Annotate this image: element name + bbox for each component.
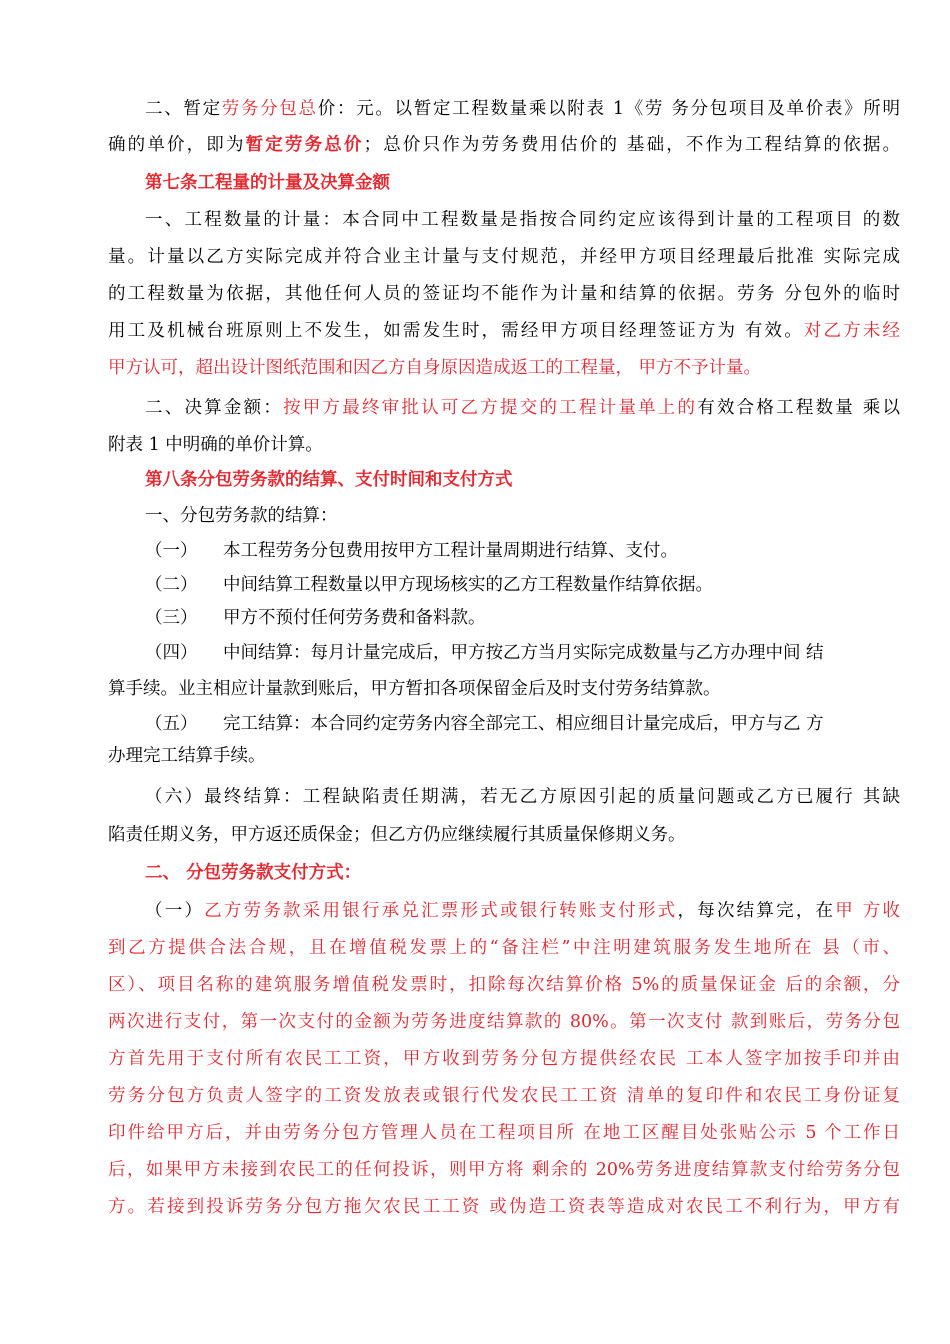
paragraph-line: 一、工程数量的计量：本合同中工程数量是指按合同约定应该得到计量的工程项目 的数 bbox=[145, 210, 900, 230]
list-item: （四） 中间结算：每月计量完成后，甲方按乙方当月实际完成数量与乙方办理中间 结 bbox=[145, 643, 824, 663]
list-item-continuation: 算手续。业主相应计量款到账后，甲方暂扣各项保留金后及时支付劳务结算款。 bbox=[108, 679, 721, 699]
list-item-continuation: 陷责任期义务，甲方返还质保金；但乙方仍应继续履行其质量保修期义务。 bbox=[108, 825, 686, 845]
paragraph-line: 到乙方提供合法合规，且在增值税发票上的“备注栏”中注明建筑服务发生地所在 县（市、 bbox=[108, 938, 900, 958]
paragraph-line: 二、决算金额：按甲方最终审批认可乙方提交的工程计量单上的有效合格工程数量 乘以 bbox=[145, 398, 900, 418]
paragraph-line: 确的单价，即为暂定劳务总价；总价只作为劳务费用估价的 基础，不作为工程结算的依据。 bbox=[108, 135, 900, 155]
paragraph-line: （一）乙方劳务款采用银行承兑汇票形式或银行转账支付形式，每次结算完，在甲 方收 bbox=[145, 901, 900, 921]
list-item: （五） 完工结算：本合同约定劳务内容全部完工、相应细目计量完成后，甲方与乙 方 bbox=[145, 714, 824, 734]
paragraph-line: 两次进行支付，第一次支付的金额为劳务进度结算款的 80%。第一次支付 款到账后，劳务分包 bbox=[108, 1012, 900, 1032]
paragraph-line: 用工及机械台班原则上不发生，如需发生时，需经甲方项目经理签证方为 有效。对乙方未经 bbox=[108, 321, 900, 341]
paragraph-line: 劳务分包方负责人签字的工资发放表或银行代发农民工工资 清单的复印件和农民工身份证复 bbox=[108, 1086, 900, 1106]
paragraph-line: 后，如果甲方未接到农民工的任何投诉，则甲方将 剩余的 20%劳务进度结算款支付给劳务分包 bbox=[108, 1160, 900, 1180]
paragraph-line: 印件给甲方后，并由劳务分包方管理人员在工程项目所 在地工区醒目处张贴公示 5 个工作日 bbox=[108, 1123, 900, 1143]
paragraph-line: 方。若接到投诉劳务分包方拖欠农民工工资 或伪造工资表等造成对农民工不利行为，甲方有 bbox=[108, 1197, 900, 1217]
subheading: 一、分包劳务款的结算： bbox=[145, 506, 338, 526]
list-item-continuation: 办理完工结算手续。 bbox=[108, 746, 266, 766]
list-item: （三） 甲方不预付任何劳务费和备料款。 bbox=[145, 608, 486, 628]
subheading: 二、 分包劳务款支付方式： bbox=[145, 863, 362, 883]
paragraph-line: 甲方认可，超出设计图纸范围和因乙方自身原因造成返工的工程量， 甲方不予计量。 bbox=[108, 358, 762, 378]
paragraph-line: 区）、项目名称的建筑服务增值税发票时，扣除每次结算价格 5%的质量保证金 后的余额，分 bbox=[108, 975, 900, 995]
list-item: （一） 本工程劳务分包费用按甲方工程计量周期进行结算、支付。 bbox=[145, 541, 678, 561]
paragraph-line: 附表 1 中明确的单价计算。 bbox=[108, 435, 323, 455]
paragraph-line: 二、暂定劳务分包总价：元。以暂定工程数量乘以附表 1《劳 务分包项目及单价表》所明 bbox=[145, 99, 900, 119]
paragraph-line: 的工程数量为依据，其他任何人员的签证均不能作为计量和结算的依据。劳务 分包外的临时 bbox=[108, 284, 900, 304]
list-item: （二） 中间结算工程数量以甲方现场核实的乙方工程数量作结算依据。 bbox=[145, 575, 713, 595]
article-7-heading: 第七条工程量的计量及决算金额 bbox=[145, 173, 390, 193]
paragraph-line: 方首先用于支付所有农民工工资，甲方收到劳务分包方提供经农民 工本人签字加按手印并由 bbox=[108, 1049, 900, 1069]
paragraph-line: 量。计量以乙方实际完成并符合业主计量与支付规范，并经甲方项目经理最后批准 实际完成 bbox=[108, 247, 900, 267]
article-8-heading: 第八条分包劳务款的结算、支付时间和支付方式 bbox=[145, 470, 513, 490]
list-item: （六）最终结算：工程缺陷责任期满，若无乙方原因引起的质量问题或乙方已履行 其缺 bbox=[145, 787, 900, 807]
